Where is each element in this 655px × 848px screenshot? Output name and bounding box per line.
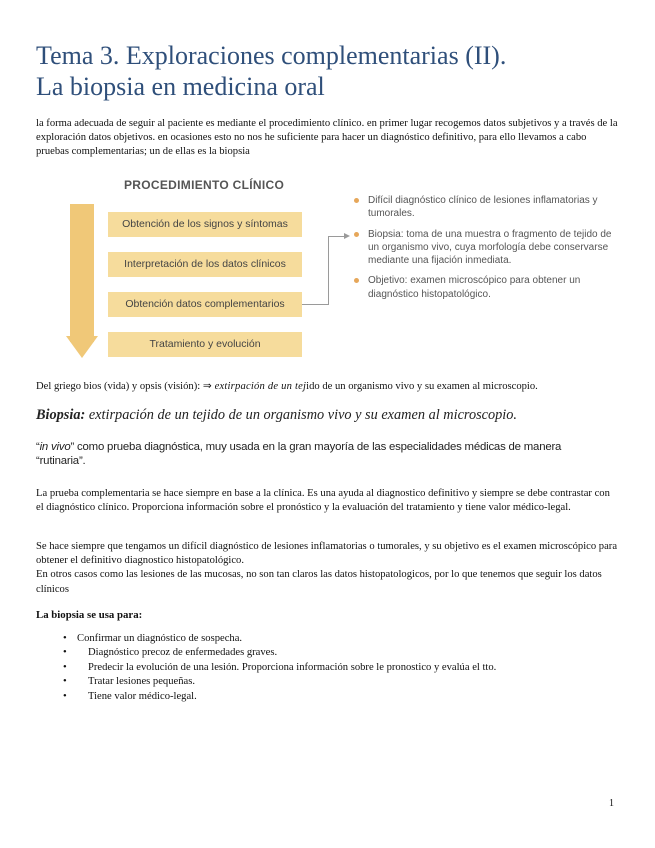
bullet-icon: •: [63, 661, 67, 673]
list-item: • Tratar lesiones pequeñas.: [36, 675, 626, 689]
list-item: • Tiene valor médico-legal.: [36, 690, 626, 704]
biopsy-definition: Biopsia: extirpación de un tejido de un organismo vivo y su examen al microscopio.: [36, 407, 517, 423]
step-interpretation: Interpretación de los datos clínicos: [108, 252, 302, 277]
connector-vertical: [328, 236, 329, 305]
clinical-procedure-figure: [64, 176, 624, 362]
note-item: Biopsia: toma de una muestra o fragmento de tejido de un organismo vivo, cuya morfología debe conservarse mediante una fijación inmediata.: [352, 228, 624, 268]
down-arrow-icon: [66, 336, 98, 358]
list-item: • Diagnóstico precoz de enfermedades graves.: [36, 646, 626, 660]
title-line-2: La biopsia en medicina oral: [36, 72, 325, 101]
bullet-icon: •: [63, 690, 67, 702]
handwritten-text: extirpación de un tej: [211, 381, 307, 392]
figure-notes: [352, 194, 624, 308]
connector-to-note: [328, 236, 344, 237]
uses-heading: La biopsia se usa para:: [36, 609, 143, 621]
clinical-basis-paragraph: La prueba complementaria se hace siempre en base a la clínica. Es una ayuda al diagnostico definitivo y siempre se debe contrastar con el diagnóstico clínico. Proporciona información sobre el pronóstico y la evaluación del tratamiento y tiene valor médico-legal.: [36, 488, 610, 514]
down-arrow-shaft: [70, 204, 94, 342]
note-item: Difícil diagnóstico clínico de lesiones inflamatorias y tumorales.: [352, 194, 624, 221]
page-title: [36, 40, 636, 102]
intro-paragraph: la forma adecuada de seguir al paciente es mediante el procedimiento clínico. en primer lugar recogemos datos subjetivos y a través de la exploración datos objetivos. en ocasiones esto no nos he suficiente para hacer un diagnóstico definitivo, para ello llevamos a cabo pruebas complementarias; un de ellas es la biopsia: [36, 118, 618, 158]
definition-term: Biopsia:: [36, 407, 86, 423]
title-line-1: Tema 3. Exploraciones complementarias (II).: [36, 41, 507, 70]
uses-list: [36, 632, 626, 704]
implies-arrow-icon: ⇒: [202, 381, 212, 392]
bullet-icon: [354, 198, 359, 203]
connector-arrow-icon: [344, 233, 350, 239]
bullet-icon: •: [63, 647, 67, 659]
list-item: • Confirmar un diagnóstico de sospecha.: [36, 632, 626, 646]
step-signs-symptoms: Obtención de los signos y síntomas: [108, 212, 302, 237]
list-item: • Predecir la evolución de una lesión. Proporciona información sobre le pronostico y evalúa el tto.: [36, 661, 626, 675]
note-item: Objetivo: examen microscópico para obtener un diagnóstico histopatológico.: [352, 274, 624, 301]
in-vivo-paragraph: “in vivo” como prueba diagnóstica, muy usada en la gran mayoría de las especialidades médicas de manera “rutinaria”.: [36, 441, 562, 468]
figure-title: PROCEDIMIENTO CLÍNICO: [124, 178, 285, 192]
step-treatment-evolution: Tratamiento y evolución: [108, 332, 302, 357]
bullet-icon: •: [63, 676, 67, 688]
page-number: 1: [609, 798, 614, 809]
bullet-icon: •: [63, 633, 67, 644]
bullet-icon: [354, 278, 359, 283]
in-vivo-term: in vivo: [39, 441, 71, 453]
connector-horizontal: [302, 304, 328, 305]
greek-origin-paragraph: Del griego bios (vida) y opsis (visión): ⇒ extirpación de un tejido de un organismo vivo y su examen al microscopio.: [36, 381, 538, 392]
step-complementary-data: Obtención datos complementarios: [108, 292, 302, 317]
objective-paragraph: Se hace siempre que tengamos un difícil diagnóstico de lesiones inflamatorias o tumorales, y su objetivo es el examen microscópico para obtener el definitivo diagnostico histopatológico. En otros casos como las lesiones de las mucosas, no son tan claros las datos histopatologicos, por lo que tenemos que seguir los datos clínicos: [36, 541, 618, 595]
bullet-icon: [354, 232, 359, 237]
